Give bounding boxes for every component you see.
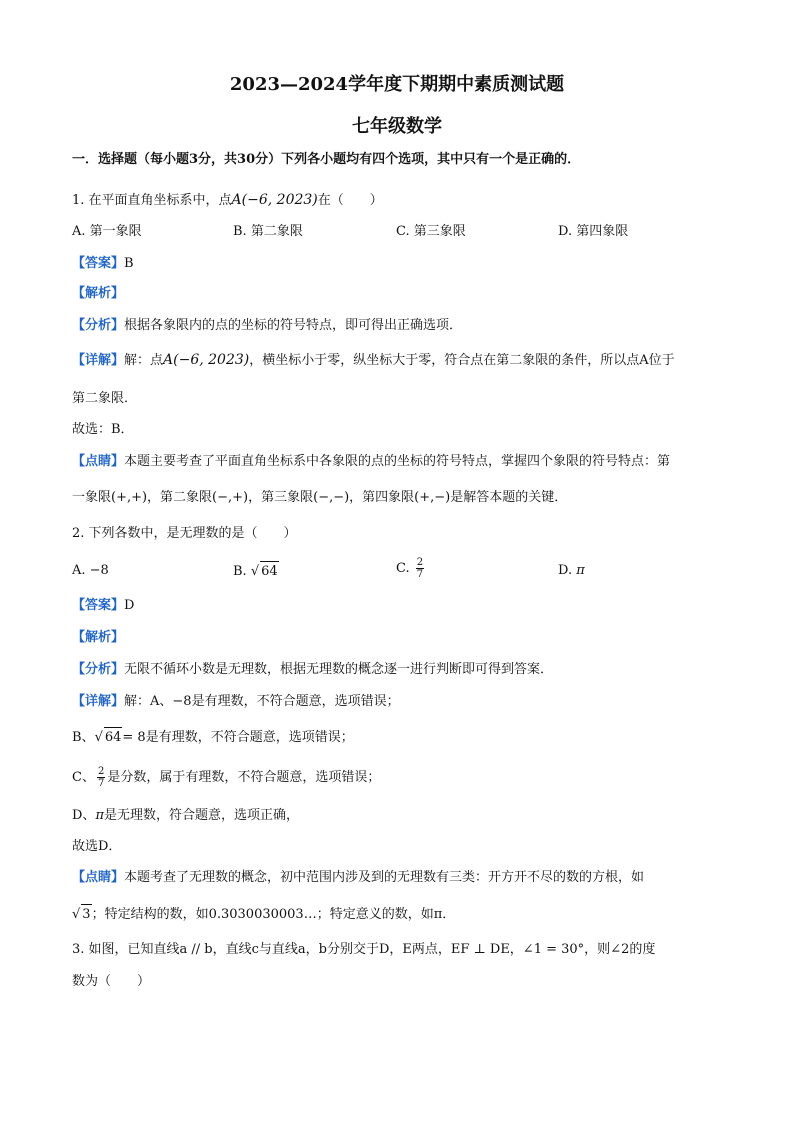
q2-option-d-label: D. [558,563,573,578]
q1-dianjing-a: 本题主要考查了平面直角坐标系中各象限的点的坐标的符号特点，掌握四个象限的符号特点：第 [124,454,671,469]
q2-line-c-fraction [97,766,105,789]
q2-dianjing-b-rest: ；特定结构的数，如0.3030030003…；特定意义的数，如π． [91,907,456,922]
exam-title: 2023—2024学年度下期期中素质测试题 [229,74,565,95]
xiangjie-tag: 【详解】 [72,694,125,709]
q2-dianjing [72,868,644,888]
q2-fenxi [72,660,553,680]
q1-fenxi [72,316,462,336]
q1-stem-suffix: 在（ ） [317,193,383,208]
q2-line-c-num: 2 [97,766,105,777]
dianjing-tag: 【点睛】 [72,454,125,469]
q2-option-b-label: B. [233,564,247,579]
q1-answer [72,254,134,274]
q2-line-d-rest: 是无理数，符合题意，选项正确， [103,808,299,823]
q1-answer-value: B [124,256,134,271]
q2-line-c [72,766,380,789]
q2-line-b: B、√ 64= 8是有理数，不符合题意，选项错误； [72,727,354,748]
q1-dianjing [72,452,670,472]
q2-option-d-value: π [576,563,585,578]
q2-line-d-pi: π [95,808,104,823]
q2-answer-value: D [124,598,135,613]
q2-option-c-fraction [416,557,424,580]
q1-option-d: D. 第四象限 [558,224,629,239]
q2-option-b-radicand: 64 [260,561,279,582]
answer-tag: 【答案】 [72,256,125,271]
q1-xiangjie [72,350,675,371]
q1-choice: 故选：B． [72,422,134,437]
q1-option-b: B. 第二象限 [233,224,303,239]
q1-fenxi-text: 根据各象限内的点的坐标的符号特点，即可得出正确选项． [124,318,463,333]
dianjing-tag: 【点睛】 [72,870,125,885]
q2-line-c-rest: 是分数，属于有理数，不符合题意，选项错误； [107,770,381,785]
q2-stem: 2. 下列各数中，是无理数的是（ ） [72,526,297,541]
q2-xiangjie [72,692,400,712]
q2-line-c-den: 7 [97,778,105,789]
q2-line-d-prefix: D、 [72,808,96,823]
q2-dianjing-a: 本题考查了无理数的概念，初中范围内涉及到的无理数有三类：开方开不尽的数的方根，如 [124,870,645,885]
q1-option-c: C. 第三象限 [396,224,466,239]
section-heading: 一．选择题（每小题3分，共30分）下列各小题均有四个选项，其中只有一个是正确的． [72,152,581,167]
q2-analysis-tag: 【解析】 [72,630,125,645]
q1-xiangjie-a: 解：点 [124,353,164,368]
q2-line-b-radicand: 64 [104,727,123,748]
fenxi-tag: 【分析】 [72,662,125,677]
q1-xiangjie-b: ，横坐标小于零，纵坐标大于零，符合点在第二象限的条件，所以点A位于 [249,353,675,368]
q2-line-b-rest: = 8是有理数，不符合题意，选项错误； [122,730,354,745]
fenxi-tag: 【分析】 [72,318,125,333]
q2-dianjing-radicand: 3 [81,904,91,925]
answer-tag: 【答案】 [72,598,125,613]
q2-option-c-num: 2 [416,557,424,568]
q1-option-a: A. 第一象限 [72,224,142,239]
q2-line-c-prefix: C、 [72,770,95,785]
q2-line-d [72,806,299,826]
q1-stem [72,190,383,211]
q1-point: A(−6, 2023) [231,192,318,208]
q3-stem: 3. 如图，已知直线a // b，直线c与直线a，b分别交于D，E两点，EF ⊥ DE，∠1 = 30°，则∠2的度 [72,942,656,957]
q2-line-b-prefix: B、 [72,730,95,745]
q2-choice: 故选D． [72,839,122,854]
q2-xiangjie-text: 解：A、−8是有理数，不符合题意，选项错误； [124,694,400,709]
xiangjie-tag: 【详解】 [72,353,125,368]
q2-option-c-den: 7 [416,569,424,580]
q2-answer [72,596,134,616]
q2-fenxi-text: 无限不循环小数是无理数，根据无理数的概念逐一进行判断即可得到答案． [124,662,554,677]
q1-analysis-tag: 【解析】 [72,286,125,301]
q3-stem-cont: 数为（ ） [72,974,151,989]
q2-option-a: A. −8 [72,563,109,578]
q2-option-c [396,557,426,580]
q1-xiangjie-cont: 第二象限． [72,391,138,406]
q2-option-d [558,561,585,581]
q1-dianjing-cont: 一象限(+,+)，第二象限(−,+)，第三象限(−,−)，第四象限(+,−)是解答本题的关键． [72,490,568,505]
exam-subtitle: 七年级数学 [352,116,442,137]
q1-stem-prefix: 1. 在平面直角坐标系中，点 [72,193,232,208]
q1-xiangjie-point: A(−6, 2023) [163,352,250,368]
q2-dianjing-cont: √ 3；特定结构的数，如0.3030030003…；特定意义的数，如π． [72,904,455,925]
q2-option-b: B. √ 64 [233,561,279,582]
q2-option-c-label: C. [396,561,410,576]
